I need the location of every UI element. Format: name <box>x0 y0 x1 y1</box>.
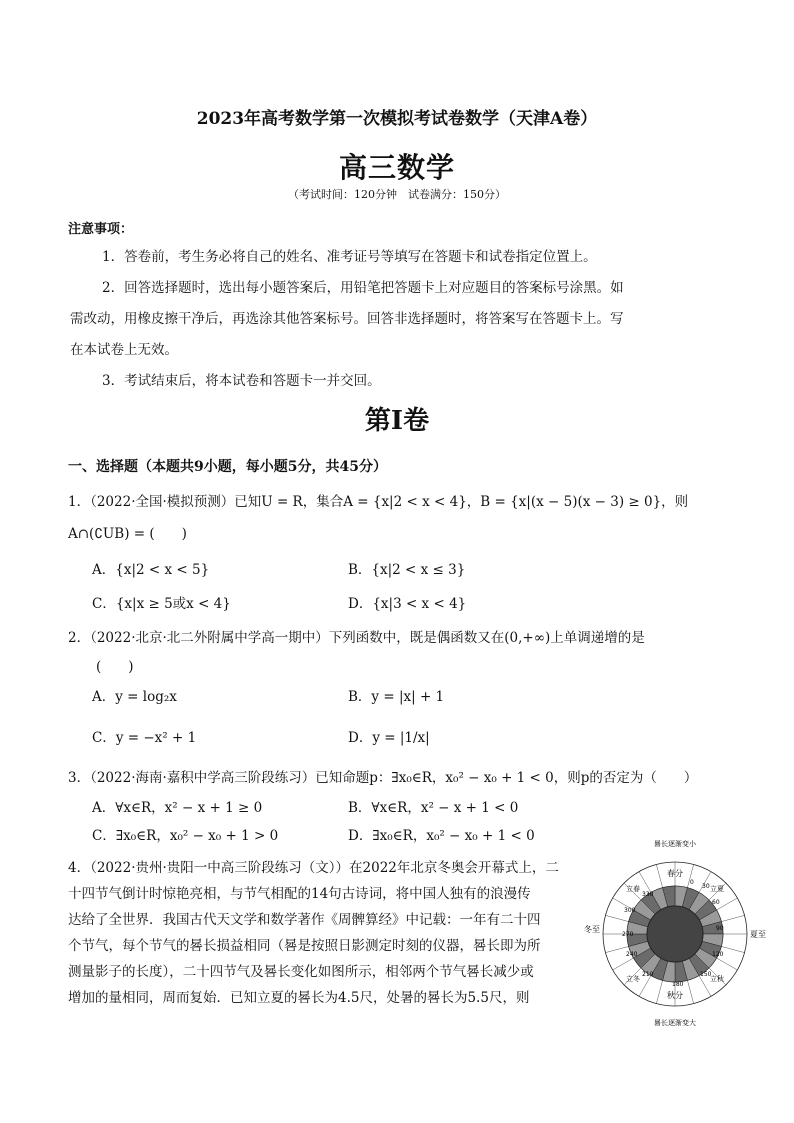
notes-heading: 注意事项： <box>68 222 134 237</box>
figure-v330: 330 <box>642 891 654 898</box>
q1-stem-line1: 1．（2022·全国·模拟预测）已知U = R，集合A = {x|2 < x < 4}，B = {x|(x − 5)(x − 3) ≥ 0}，则 <box>68 494 689 510</box>
figure-v120: 120 <box>712 951 724 958</box>
figure-v30: 30 <box>702 883 710 890</box>
figure-hub <box>647 906 703 962</box>
figure-spoke <box>717 898 738 910</box>
figure-spoke <box>639 976 651 997</box>
q3-option-d: D．∃x₀∈R，x₀² − x₀ + 1 < 0 <box>348 828 535 844</box>
q1-option-b: B．{x|2 < x ≤ 3} <box>348 562 466 578</box>
figure-v150: 150 <box>700 971 712 978</box>
q3-stem: 3．（2022·海南·嘉积中学高三阶段练习）已知命题p：∃x₀∈R，x₀² − x₀ + 1 < 0，则p的否定为（ ） <box>68 770 698 786</box>
figure-spoke <box>613 958 634 970</box>
figure-autumn: 秋分 <box>667 991 683 1000</box>
figure-lixia: 立夏 <box>710 885 724 893</box>
exam-info: （考试时间：120分钟 试卷满分：150分） <box>288 188 506 201</box>
note-3: 3．考试结束后，将本试卷和答题卡一并交回。 <box>102 373 381 389</box>
figure-spoke <box>656 864 662 887</box>
figure-spoke <box>639 872 651 893</box>
figure-v210: 210 <box>642 971 654 978</box>
figure-v60: 60 <box>712 899 720 906</box>
q2-option-c: C．y = −x² + 1 <box>92 730 197 746</box>
q4-line2: 十四节气倒计时惊艳亮相，与节气相配的14句古诗词，将中国人独有的浪漫传 <box>68 886 531 902</box>
figure-lichun: 立春 <box>626 885 640 893</box>
part-heading: 一、选择题（本题共9小题，每小题5分，共45分） <box>68 459 387 475</box>
q1-option-a: A．{x|2 < x < 5} <box>92 562 210 578</box>
q4-line6: 增加的量相同，周而复始．已知立夏的晷长为4.5尺，处暑的晷长为5.5尺，则 <box>68 990 530 1006</box>
q2-option-b: B．y = |x| + 1 <box>348 689 445 705</box>
q4-line5: 测量影子的长度），二十四节气及晷长变化如图所示，相邻两个节气晷长减少或 <box>68 964 534 980</box>
q2-stem-line2: ( ) <box>96 659 134 675</box>
solar-terms-figure <box>584 836 766 1028</box>
figure-winter: 冬至 <box>584 925 600 934</box>
q2-stem-line1: 2．（2022·北京·北二外附属中学高一期中）下列函数中，既是偶函数又在(0,+∞)上单调递增的是 <box>68 630 645 646</box>
note-2-line3: 在本试卷上无效。 <box>70 342 178 358</box>
q3-option-a: A．∀x∈R，x² − x + 1 ≥ 0 <box>92 800 263 816</box>
figure-spoke <box>717 958 738 970</box>
figure-spoke <box>687 980 693 1003</box>
q4-line4: 个节气，每个节气的晷长损益相同（晷是按照日影测定时刻的仪器，晷长即为所 <box>68 938 541 954</box>
q1-option-d: D．{x|3 < x < 4} <box>348 596 467 612</box>
figure-v300: 300 <box>624 907 636 914</box>
figure-v270: 270 <box>622 931 634 938</box>
figure-spoke <box>605 915 628 921</box>
q4-line3: 达给了全世界．我国古代天文学和数学著作《周髀算经》中记载：一年有二十四 <box>68 912 541 928</box>
note-2-line2: 需改动，用橡皮擦干净后，再选涂其他答案标号。回答非选择题时，将答案写在答题卡上。写 <box>70 311 624 327</box>
q1-stem-line2: A∩(∁UB) = ( ) <box>68 526 187 542</box>
q3-option-b: B．∀x∈R，x² − x + 1 < 0 <box>348 800 519 816</box>
figure-v90: 90 <box>716 925 724 932</box>
figure-spoke <box>721 946 744 952</box>
q1-option-c: C．{x|x ≥ 5或x < 4} <box>92 596 231 612</box>
figure-spoke <box>656 980 662 1003</box>
figure-liqiu: 立秋 <box>710 975 724 983</box>
q3-option-c: C．∃x₀∈R，x₀² − x₀ + 1 > 0 <box>92 828 279 844</box>
figure-spoke <box>721 915 744 921</box>
figure-summer: 夏至 <box>750 930 766 939</box>
figure-spring: 春分 <box>667 869 683 878</box>
figure-top-caption: 晷长逐渐变小 <box>654 840 696 848</box>
exam-subtitle: 高三数学 <box>338 151 455 184</box>
q2-option-a: A．y = log₂x <box>92 689 177 705</box>
note-2-line1: 2．回答选择题时，选出每小题答案后，用铅笔把答题卡上对应题目的答案标号涂黑。如 <box>102 280 624 296</box>
figure-bottom-caption: 晷长逐渐变大 <box>654 1019 696 1027</box>
q2-option-d: D．y = |1/x| <box>348 730 430 746</box>
figure-v240: 240 <box>626 951 638 958</box>
figure-v180: 180 <box>672 981 684 988</box>
figure-v0: 0 <box>690 879 694 886</box>
q4-line1: 4．（2022·贵州·贵阳一中高三阶段练习（文））在2022年北京冬奥会开幕式上，二 <box>68 860 559 876</box>
exam-title: 2023年高考数学第一次模拟考试卷数学（天津A卷） <box>196 109 598 129</box>
note-1: 1．答卷前，考生务必将自己的姓名、准考证号等填写在答题卡和试卷指定位置上。 <box>102 249 597 265</box>
figure-lidong: 立冬 <box>626 975 640 983</box>
section-title: 第I卷 <box>364 406 430 436</box>
